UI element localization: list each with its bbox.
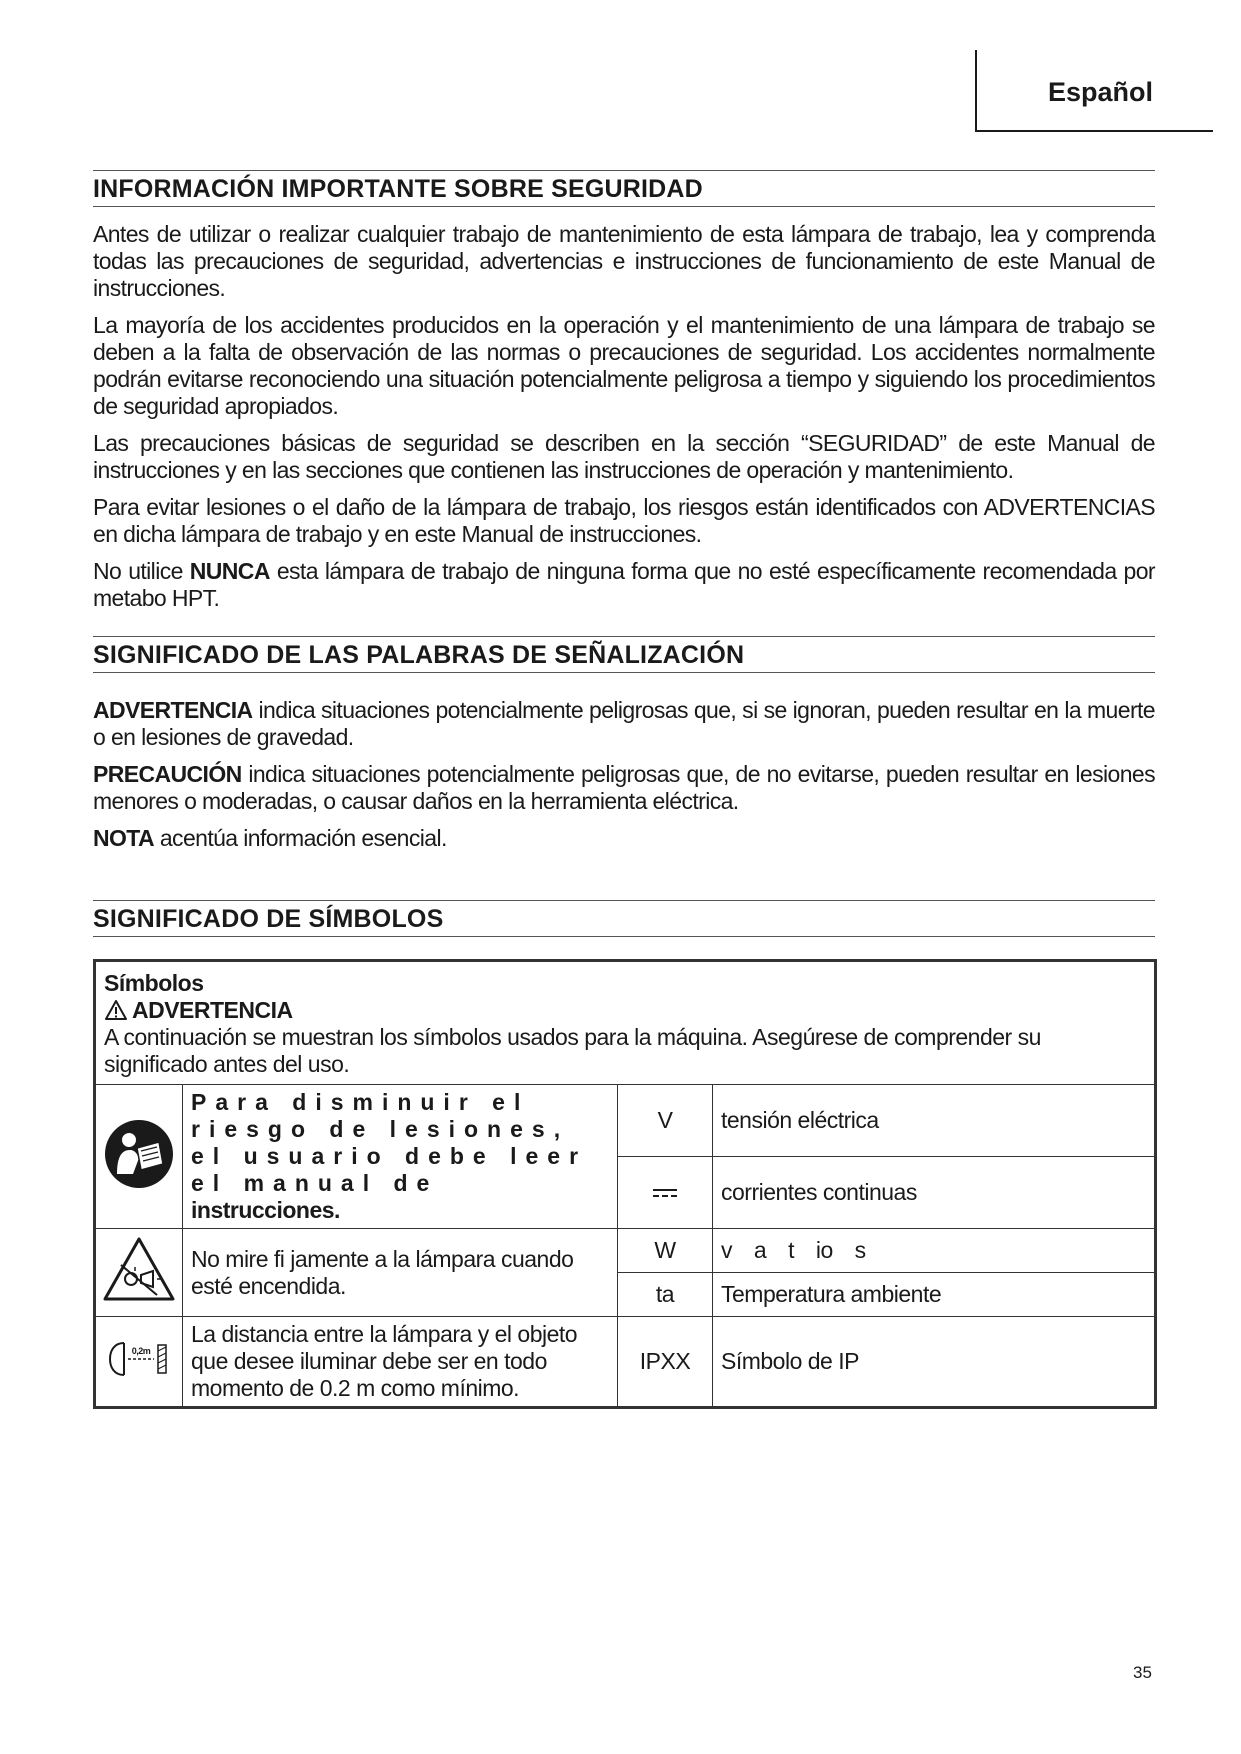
no-stare-icon-cell: [95, 1229, 183, 1317]
warning-term: ADVERTENCIA: [93, 697, 253, 723]
section-title-safety: INFORMACIÓN IMPORTANTE SOBRE SEGURIDAD: [93, 170, 1155, 207]
never-pre: No utilice: [93, 558, 190, 584]
paragraph-warnings: Para evitar lesiones o el daño de la lámpara de trabajo, los riesgos están identificados con ADVERTENCIAS en dicha lámpara de trabajo y en este Manual de instrucciones.: [93, 494, 1155, 547]
symbols-heading: Símbolos: [104, 970, 204, 996]
symbol-meaning-watts: v a t io s: [713, 1229, 1156, 1273]
symbols-intro-cell: [95, 961, 1156, 1085]
paragraph-basic-precautions: Las precauciones básicas de seguridad se describen en la sección “SEGURIDAD” de este Manual de instrucciones y en las secciones que contienen las instrucciones de operación y mantenimiento.: [93, 430, 1155, 483]
warning-text: indica situaciones potencialmente peligrosas que, si se ignoran, pueden resultar en la muerte o en lesiones de gravedad.: [93, 697, 1155, 750]
symbol-code-ambient: ta: [618, 1273, 713, 1317]
read-manual-icon: [103, 1118, 175, 1190]
note-text: acentúa información esencial.: [154, 825, 447, 851]
never-term: NUNCA: [189, 558, 270, 584]
symbol-code-dc: [618, 1157, 713, 1229]
symbol-meaning-ip: Símbolo de IP: [713, 1317, 1156, 1408]
distance-icon-cell: [95, 1317, 183, 1408]
distance-description: La distancia entre la lámpara y el objeto que desee iluminar debe ser en todo momento de 0.2 m como mínimo.: [191, 1321, 578, 1401]
minimum-distance-icon: [104, 1337, 174, 1381]
paragraph-caution-definition: [93, 761, 1155, 815]
symbols-warning: [104, 997, 1146, 1024]
distance-description-cell: [183, 1317, 618, 1408]
never-post: esta lámpara de trabajo de ninguna forma que no esté específicamente recomendada por metabo HPT.: [93, 558, 1155, 611]
language-tab: [975, 50, 1213, 132]
symbols-table: [93, 959, 1157, 1409]
caution-text: indica situaciones potencialmente peligrosas que, de no evitarse, pueden resultar en lesiones menores o moderadas, o causar daños en la herramienta eléctrica.: [93, 761, 1155, 814]
symbol-code-voltage: V: [618, 1085, 713, 1157]
no-stare-description: No mire fi jamente a la lámpara cuando esté encendida.: [191, 1245, 574, 1299]
section-title-symbols: SIGNIFICADO DE SÍMBOLOS: [93, 900, 1155, 937]
do-not-stare-icon: [101, 1235, 177, 1305]
language-label: Español: [1047, 77, 1153, 107]
read-manual-description: Para disminuir el riesgo de lesiones, el usuario debe leer el manual de: [191, 1089, 588, 1196]
distance-icon-label: 0,2m: [131, 1345, 151, 1356]
symbol-meaning-ambient: Temperatura ambiente: [713, 1273, 1156, 1317]
paragraph-never-use: [93, 558, 1155, 612]
warning-triangle-icon: [104, 999, 128, 1021]
paragraph-intro: Antes de utilizar o realizar cualquier trabajo de mantenimiento de esta lámpara de trabajo, lea y comprenda todas las precauciones de seguridad, advertencias e instrucciones de funcionamiento de este Manual de instrucciones.: [93, 221, 1155, 301]
symbol-meaning-dc: corrientes continuas: [713, 1157, 1156, 1229]
symbol-code-watts: W: [618, 1229, 713, 1273]
section-title-signal-words: SIGNIFICADO DE LAS PALABRAS DE SEÑALIZACIÓN: [93, 636, 1155, 673]
symbols-warning-label: ADVERTENCIA: [132, 997, 293, 1023]
symbol-code-ip: IPXX: [618, 1317, 713, 1408]
symbols-intro-text: A continuación se muestran los símbolos usados para la máquina. Asegúrese de comprender su significado antes del uso.: [104, 1024, 1041, 1077]
direct-current-icon: [652, 1186, 678, 1200]
read-manual-icon-cell: [95, 1085, 183, 1229]
paragraph-note-definition: [93, 825, 1155, 852]
page-number: 35: [1133, 1663, 1152, 1682]
symbol-meaning-voltage: tensión eléctrica: [713, 1085, 1156, 1157]
no-stare-description-cell: [183, 1229, 618, 1317]
note-term: NOTA: [93, 825, 155, 851]
read-manual-description-cell: [183, 1085, 618, 1229]
caution-term: PRECAUCIÓN: [93, 761, 242, 787]
read-manual-description-end: instrucciones.: [191, 1197, 340, 1223]
page-content: [93, 170, 1155, 1409]
paragraph-accidents: La mayoría de los accidentes producidos en la operación y el mantenimiento de una lámpara de trabajo se deben a la falta de observación de las normas o precauciones de seguridad. Los accidentes normalmente podrán evitarse reconociendo una situación potencialmente peligrosa a tiempo y siguiendo los procedimientos de seguridad apropiados.: [93, 312, 1155, 419]
paragraph-warning-definition: [93, 697, 1155, 751]
